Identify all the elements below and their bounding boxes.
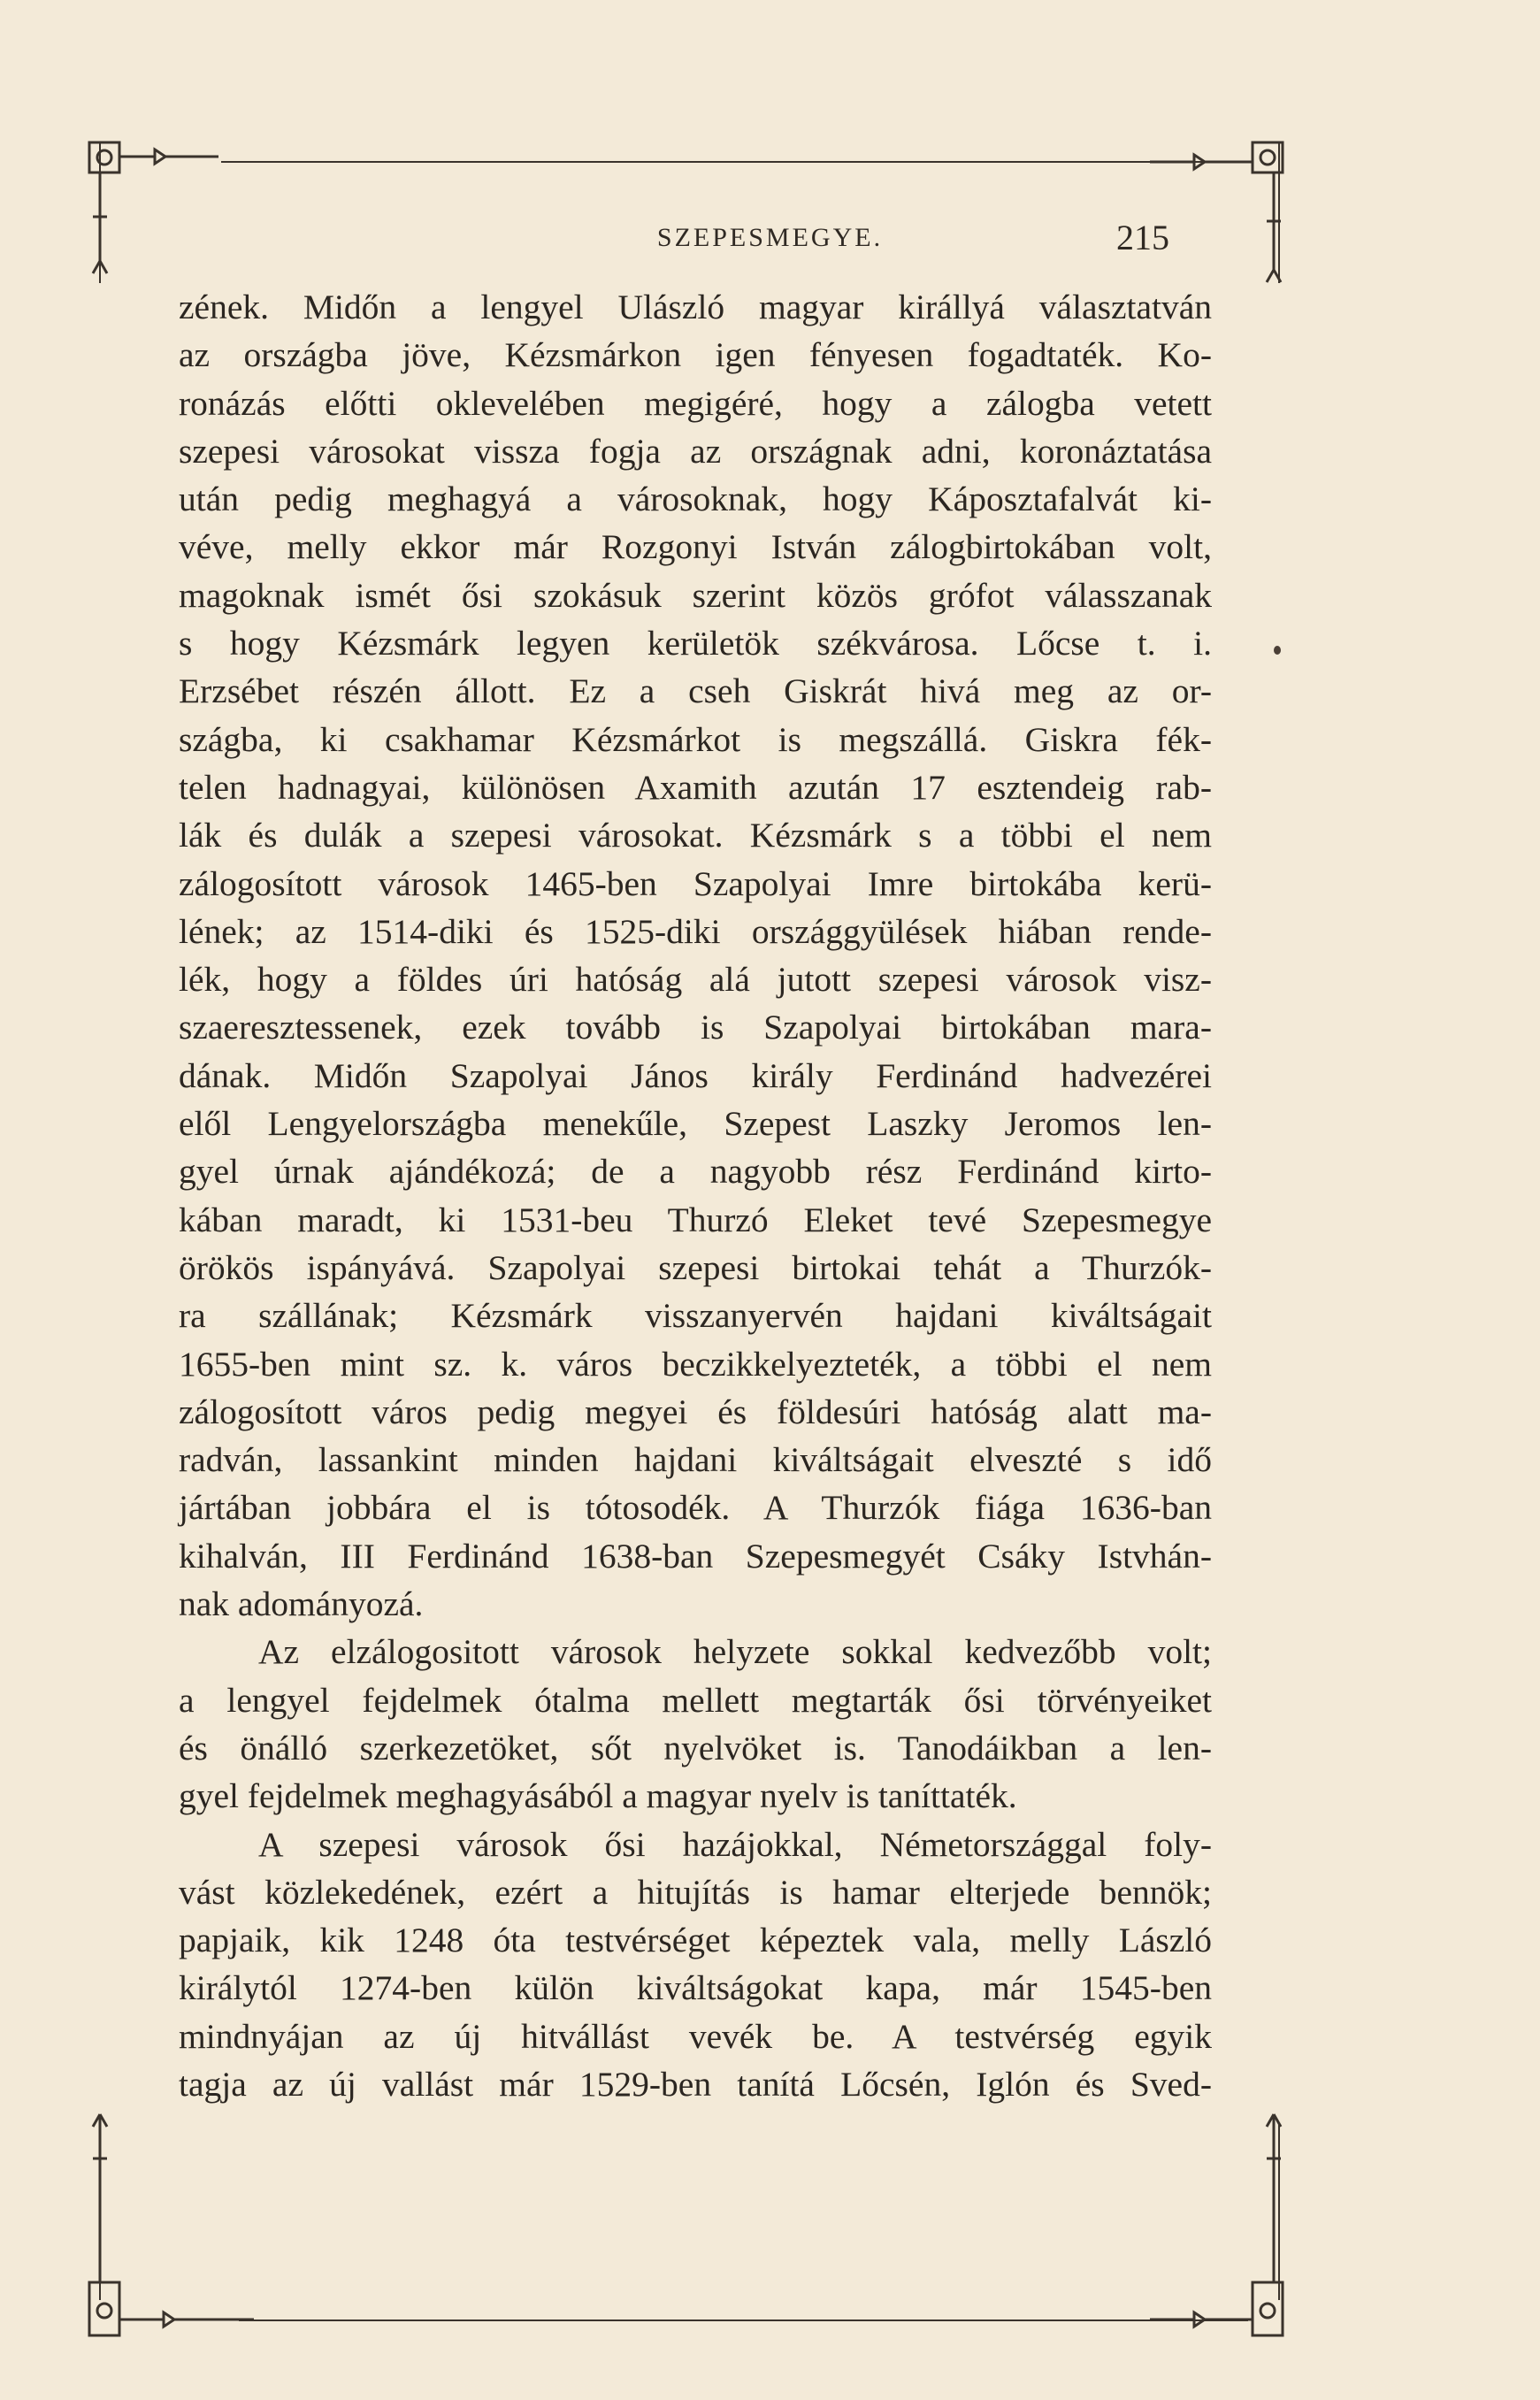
- text-line: ronázás előtti oklevelében megigéré, hogy a zálogba vetett: [179, 383, 1212, 423]
- text-line: ra szállának; Kézsmárk visszanyervén hajdani kiváltságait: [179, 1296, 1212, 1336]
- text-line: elől Lengyelországba menekűle, Szepest Laszky Jeromos len-: [179, 1104, 1212, 1144]
- top-border-rule: [221, 161, 1248, 163]
- text-line: lének; az 1514-diki és 1525-diki országgyülések hiában rende-: [179, 911, 1212, 951]
- text-line: örökös ispányává. Szapolyai szepesi birtokai tehát a Thurzók-: [179, 1247, 1212, 1287]
- text-line: vást közlekedének, ezért a hitujítás is hamar elterjede bennök;: [179, 1872, 1212, 1912]
- bottom-right-fleuron-icon: [1141, 2105, 1291, 2344]
- text-line: radván, lassankint minden hajdani kiváltságait elveszté s idő: [179, 1440, 1212, 1480]
- text-line: 1655-ben mint sz. k. város beczikkelyezteték, a többi el nem: [179, 1344, 1212, 1384]
- text-line: véve, melly ekkor már Rozgonyi István zálogbirtokában volt,: [179, 527, 1212, 567]
- text-line: gyel úrnak ajándékozá; de a nagyobb rész Ferdinánd kirto-: [179, 1152, 1212, 1192]
- bottom-left-fleuron-icon: [84, 2105, 261, 2344]
- text-line: Erzsébet részén állott. Ez a cseh Giskrát hivá meg az or-: [179, 671, 1212, 711]
- text-line: után pedig meghagyá a városoknak, hogy Káposztafalvát ki-: [179, 479, 1212, 519]
- text-line: kában maradt, ki 1531-beu Thurzó Eleket tevé Szepesmegye: [179, 1200, 1212, 1239]
- text-line: szágba, ki csakhamar Kézsmárkot is megszállá. Giskra fék-: [179, 719, 1212, 759]
- text-line: a lengyel fejdelmek ótalma mellett megtarták ősi törvényeiket: [179, 1680, 1212, 1720]
- text-line: zálogosított város pedig megyei és földesúri hatóság alatt ma-: [179, 1392, 1212, 1431]
- text-line: zének. Midőn a lengyel Ulászló magyar királlyá választatván: [179, 288, 1212, 326]
- text-line: szaeresztessenek, ezek tovább is Szapolyai birtokában mara-: [179, 1008, 1212, 1047]
- text-line: kihalván, III Ferdinánd 1638-ban Szepesmegyét Csáky Istvhán-: [179, 1536, 1212, 1576]
- text-line: gyel fejdelmek meghagyásából a magyar nyelv is taníttaték.: [179, 1776, 1017, 1816]
- text-line: az országba jöve, Kézsmárkon igen fényesen fogadtaték. Ko-: [179, 335, 1212, 375]
- text-line: magoknak ismét ősi szokásuk szerint közös grófot válasszanak: [179, 575, 1212, 615]
- page-number: 215: [1116, 218, 1169, 257]
- text-line: lák és dulák a szepesi városokat. Kézsmárk s a többi el nem: [179, 816, 1212, 855]
- text-line: mindnyájan az új hitvállást vevék be. A testvérség egyik: [179, 2016, 1212, 2056]
- text-line: zálogosított városok 1465-ben Szapolyai Imre birtokába kerü-: [179, 863, 1212, 903]
- text-line: papjaik, kik 1248 óta testvérséget képeztek vala, melly László: [179, 1921, 1212, 1960]
- ink-speck: [1274, 646, 1281, 655]
- running-head: SZEPESMEGYE.: [656, 223, 884, 252]
- text-line: telen hadnagyai, különösen Axamith azután 17 esztendeig rab-: [179, 767, 1212, 807]
- text-line: királytól 1274-ben külön kiváltságokat kapa, már 1545-ben: [179, 1968, 1212, 2008]
- text-line: dának. Midőn Szapolyai János király Ferdinánd hadvezérei: [179, 1055, 1212, 1095]
- bottom-border-rule: [239, 2319, 1248, 2321]
- text-line: nak adományozá.: [179, 1584, 424, 1624]
- text-line: szepesi városokat vissza fogja az országnak adni, koronáztatása: [179, 431, 1212, 471]
- text-line: lék, hogy a földes úri hatóság alá jutott szepesi városok visz-: [179, 960, 1212, 1000]
- body-text: [179, 283, 1212, 2108]
- text-line: s hogy Kézsmárk legyen kerületök székvárosa. Lőcse t. i.: [179, 624, 1212, 663]
- text-line: és önálló szerkezetöket, sőt nyelvöket is. Tanodáikban a len-: [179, 1728, 1212, 1767]
- text-line: Az elzálogositott városok helyzete sokkal kedvezőbb volt;: [258, 1632, 1212, 1672]
- text-line: jártában jobbára el is tótosodék. A Thurzók fiága 1636-ban: [179, 1488, 1212, 1528]
- text-line: tagja az új vallást már 1529-ben tanítá Lőcsén, Iglón és Sved-: [179, 2064, 1212, 2104]
- text-line: A szepesi városok ősi hazájokkal, Németországgal foly-: [258, 1824, 1212, 1864]
- top-left-fleuron-icon: [84, 137, 226, 296]
